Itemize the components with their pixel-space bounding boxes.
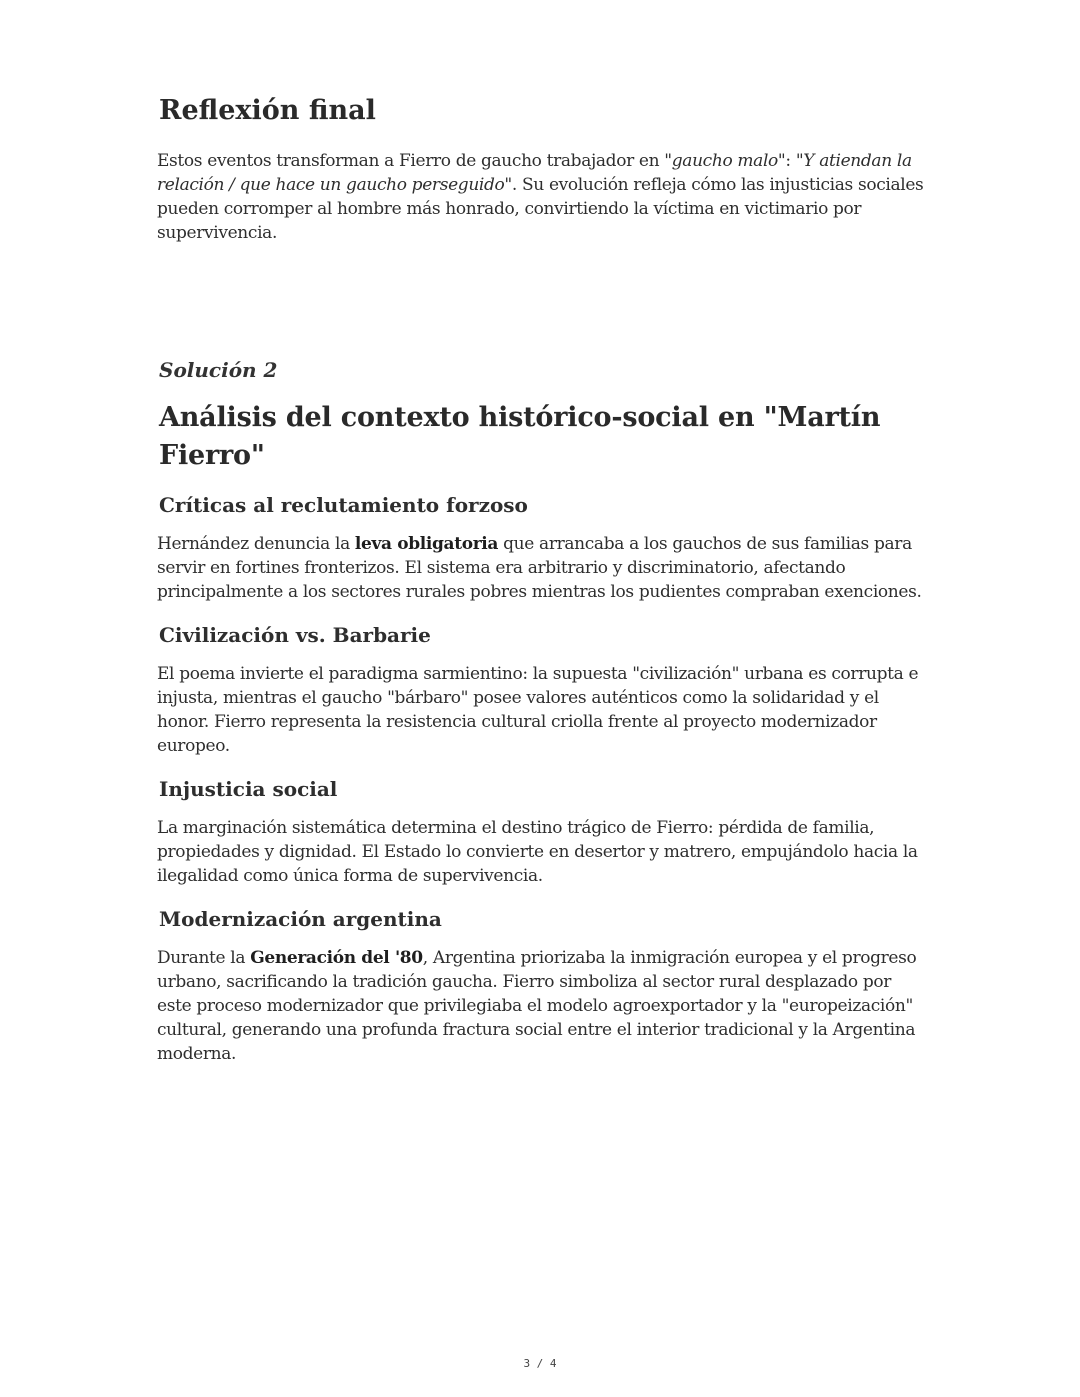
section-text-bold: leva obligatoria: [354, 534, 499, 554]
reflexion-quote-verse: "Y atiendan la relación / que hace un gaucho perseguido": [157, 151, 912, 195]
page-content: [157, 92, 927, 1066]
section-text-post: , Argentina priorizaba la inmigración europea y el progreso urbano, sacrificando la tradición gaucha. Fierro simboliza al sector rural desplazado por este proceso modernizador que privilegiaba el modelo agroexportador y la "europeización" cultural, generando una profunda fractura social entre el interior tradicional y la Argentina moderna.: [157, 948, 917, 1064]
section-paragraph: La marginación sistemática determina el destino trágico de Fierro: pérdida de familia, propiedades y dignidad. El Estado lo convierte en desertor y matrero, empujándolo hacia la ilegalidad como única forma de supervivencia.: [157, 818, 918, 886]
section-text-pre: Durante la: [157, 948, 251, 968]
section-heading: Modernización argentina: [159, 907, 442, 931]
page-number: 3 / 4: [523, 1357, 557, 1370]
reflexion-quote-gaucho-malo: "gaucho malo": [664, 151, 786, 171]
section-paragraph: [157, 532, 927, 604]
reflexion-text-intro: Estos eventos transforman a Fierro de gaucho trabajador en: [157, 151, 665, 171]
solution-label: Solución 2: [159, 358, 278, 382]
section-reclutamiento: [157, 490, 927, 604]
section-heading: Injusticia social: [159, 777, 338, 801]
section-paragraph: El poema invierte el paradigma sarmientino: la supuesta "civilización" urbana es corrupta e injusta, mientras el gaucho "bárbaro" posee valores auténticos como la solidaridad y el honor. Fierro representa la resistencia cultural criolla frente al proyecto modernizador europeo.: [157, 664, 919, 756]
section-paragraph: [157, 946, 927, 1066]
section-text-bold: Generación del '80: [250, 948, 423, 968]
section-modernizacion: [157, 904, 927, 1066]
reflexion-text-rest: . Su evolución refleja cómo las injusticias sociales pueden corromper al hombre más honrado, convirtiendo la víctima en victimario por supervivencia.: [157, 175, 924, 243]
section-heading: Críticas al reclutamiento forzoso: [159, 493, 528, 517]
section-text-post: que arrancaba a los gauchos de sus familias para servir en fortines fronterizos. El sistema era arbitrario y discriminatorio, afectando principalmente a los sectores rurales pobres mientras los pudientes compraban exenciones.: [157, 534, 922, 602]
reflexion-paragraph: [157, 149, 927, 245]
section-injusticia: [157, 774, 927, 888]
section-civilizacion: [157, 620, 927, 758]
reflexion-text-colon: :: [785, 151, 796, 171]
reflexion-title: Reflexión final: [159, 95, 376, 126]
section-heading: Civilización vs. Barbarie: [159, 623, 431, 647]
solution-title: Análisis del contexto histórico-social en "Martín Fierro": [159, 402, 881, 471]
section-text-pre: Hernández denuncia la: [157, 534, 355, 554]
